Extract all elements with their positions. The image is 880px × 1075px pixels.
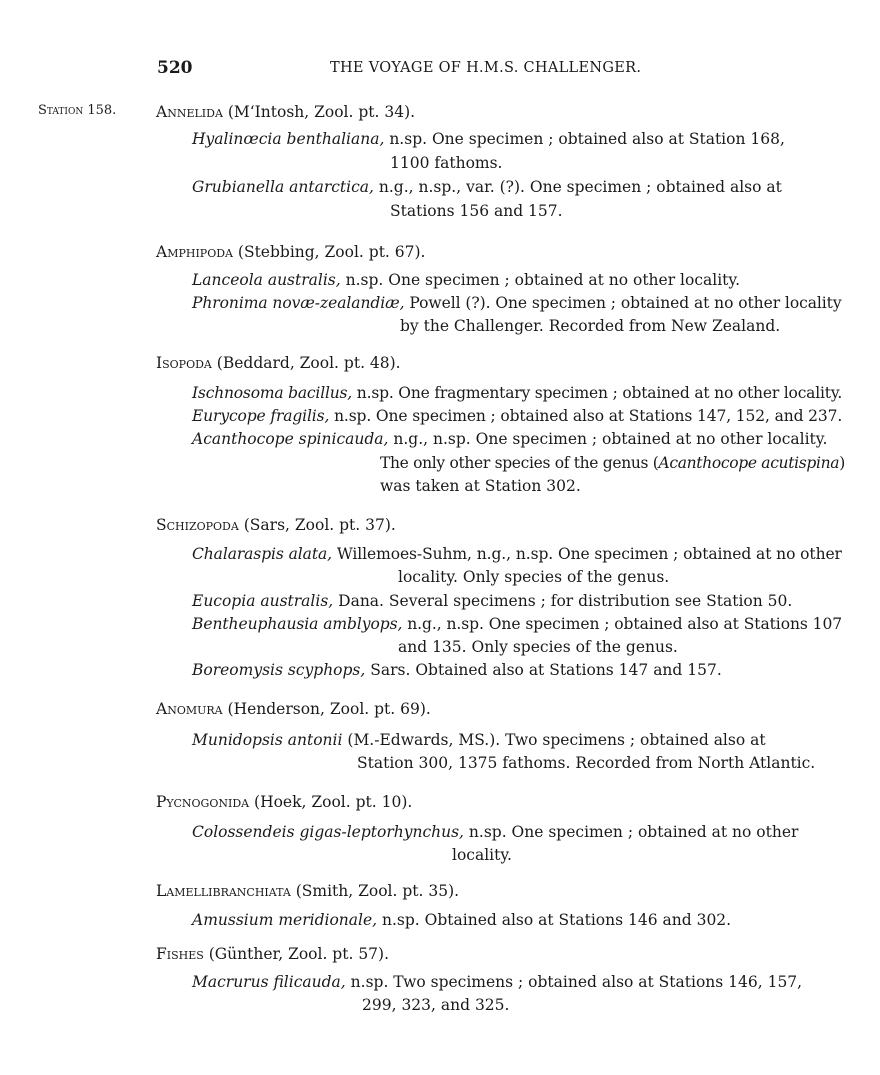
entry-line xyxy=(192,128,840,151)
group-name: Amphipoda xyxy=(156,243,233,261)
group-name: Schizopoda xyxy=(156,516,239,534)
group-heading-lamellibranchiata xyxy=(156,882,459,900)
group-authority: (M‘Intosh, Zool. pt. 34). xyxy=(222,103,416,121)
entry-continuation: by the Challenger. Recorded from New Zealand. xyxy=(400,317,781,335)
entry-continuation: The only other species of the genus (Acanthocope acutispina) xyxy=(380,454,845,472)
species-name: Munidopsis antonii xyxy=(192,731,343,749)
species-entry: Munidopsis antonii (M.-Edwards, MS.). Two specimens ; obtained also at xyxy=(192,731,766,749)
species-entry: Ischnosoma bacillus, n.sp. One fragmentary specimen ; obtained at no other locality. xyxy=(192,384,843,402)
species-name: Colossendeis gigas-leptorhynchus, xyxy=(192,823,464,841)
group-authority: (Sars, Zool. pt. 37). xyxy=(238,516,396,534)
group-name: Annelida xyxy=(156,103,223,121)
species-name: Bentheuphausia amblyops, xyxy=(192,615,403,633)
entry-continuation: 299, 323, and 325. xyxy=(362,996,510,1014)
running-header xyxy=(150,58,660,82)
group-heading-amphipoda xyxy=(156,243,426,261)
group-authority: (Henderson, Zool. pt. 69). xyxy=(222,700,431,718)
species-entry: Grubianella antarctica, n.g., n.sp., var. (?). One specimen ; obtained also at xyxy=(192,178,782,196)
entry-continuation: 1100 fathoms. xyxy=(390,154,503,172)
entry-continuation: locality. Only species of the genus. xyxy=(398,568,670,586)
species-name: Eucopia australis, xyxy=(192,592,334,610)
group-heading-isopoda xyxy=(156,354,401,372)
entry-continuation: was taken at Station 302. xyxy=(380,477,581,495)
species-entry: Phronima novæ-zealandiæ, Powell (?). One specimen ; obtained at no other locality xyxy=(192,294,842,312)
group-heading-annelida xyxy=(156,103,415,121)
group-authority: (Hoek, Zool. pt. 10). xyxy=(249,793,413,811)
group-authority: (Beddard, Zool. pt. 48). xyxy=(211,354,401,372)
group-name: Pycnogonida xyxy=(156,793,250,811)
group-heading-fishes xyxy=(156,945,389,963)
entry-continuation: locality. xyxy=(452,846,512,864)
species-name: Ischnosoma bacillus, xyxy=(192,384,353,402)
page-number: 520 xyxy=(157,58,193,78)
species-name: Lanceola australis, xyxy=(192,271,341,289)
group-name: Anomura xyxy=(156,700,223,718)
species-name: Acanthocope spinicauda, xyxy=(192,430,389,448)
species-entry xyxy=(192,128,840,151)
entry-first-line: Hyalinœcia benthaliana, n.sp. One specimen ; obtained also at Station 168, xyxy=(192,130,785,148)
species-entry: Eurycope fragilis, n.sp. One specimen ; obtained also at Stations 147, 152, and 237. xyxy=(192,407,843,425)
species-name: Eurycope fragilis, xyxy=(192,407,330,425)
species-entry: Chalaraspis alata, Willemoes-Suhm, n.g., n.sp. One specimen ; obtained at no other xyxy=(192,545,842,563)
species-name: Boreomysis scyphops, xyxy=(192,661,366,679)
species-entry: Bentheuphausia amblyops, n.g., n.sp. One specimen ; obtained also at Stations 107 xyxy=(192,615,843,633)
station-label: Station 158. xyxy=(38,103,117,118)
running-title: THE VOYAGE OF H.M.S. CHALLENGER. xyxy=(330,60,642,76)
species-name: Amussium meridionale, xyxy=(192,911,378,929)
group-authority: (Stebbing, Zool. pt. 67). xyxy=(232,243,426,261)
species-name: Grubianella antarctica, xyxy=(192,178,374,196)
species-name: Phronima novæ-zealandiæ, xyxy=(192,294,405,312)
species-entry: Boreomysis scyphops, Sars. Obtained also at Stations 147 and 157. xyxy=(192,661,722,679)
group-authority: (Smith, Zool. pt. 35). xyxy=(290,882,460,900)
group-heading-schizopoda xyxy=(156,516,396,534)
species-entry: Acanthocope spinicauda, n.g., n.sp. One specimen ; obtained at no other locality. xyxy=(192,430,828,448)
species-entry: Colossendeis gigas-leptorhynchus, n.sp. One specimen ; obtained at no other xyxy=(192,823,799,841)
group-name: Isopoda xyxy=(156,354,212,372)
species-entry: Macrurus filicauda, n.sp. Two specimens ; obtained also at Stations 146, 157, xyxy=(192,973,803,991)
species-name: Acanthocope acutispina xyxy=(658,454,840,472)
species-name: Chalaraspis alata, xyxy=(192,545,332,563)
species-name: Macrurus filicauda, xyxy=(192,973,346,991)
species-name: Hyalinœcia benthaliana, xyxy=(192,130,385,148)
species-entry: Eucopia australis, Dana. Several specimens ; for distribution see Station 50. xyxy=(192,592,793,610)
species-entry: Amussium meridionale, n.sp. Obtained also at Stations 146 and 302. xyxy=(192,911,732,929)
group-authority: (Günther, Zool. pt. 57). xyxy=(203,945,390,963)
group-name: Fishes xyxy=(156,945,204,963)
entry-continuation: Stations 156 and 157. xyxy=(390,202,563,220)
group-heading-pycnogonida xyxy=(156,793,412,811)
species-entry: Lanceola australis, n.sp. One specimen ; obtained at no other locality. xyxy=(192,271,741,289)
group-name: Lamellibranchiata xyxy=(156,882,291,900)
entry-continuation: Station 300, 1375 fathoms. Recorded from North Atlantic. xyxy=(357,754,816,772)
group-heading-anomura xyxy=(156,700,431,718)
entry-continuation: and 135. Only species of the genus. xyxy=(398,638,678,656)
